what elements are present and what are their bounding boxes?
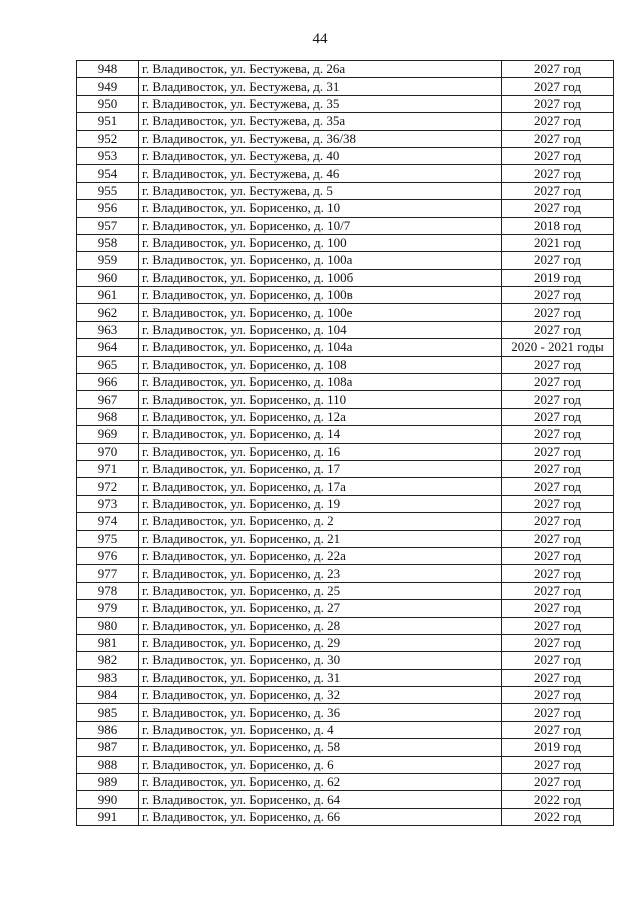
table-row [77, 78, 614, 95]
term-cell: 2027 год [502, 61, 614, 78]
term-cell: 2027 год [502, 130, 614, 147]
row-number-cell: 978 [77, 582, 139, 599]
row-number-cell: 966 [77, 374, 139, 391]
table-row [77, 669, 614, 686]
table-row [77, 652, 614, 669]
address-cell: г. Владивосток, ул. Бестужева, д. 35а [139, 113, 502, 130]
row-number-cell: 980 [77, 617, 139, 634]
table-row [77, 95, 614, 112]
table-row [77, 147, 614, 164]
table-row [77, 182, 614, 199]
row-number-cell: 961 [77, 287, 139, 304]
address-cell: г. Владивосток, ул. Борисенко, д. 21 [139, 530, 502, 547]
term-cell: 2022 год [502, 808, 614, 825]
row-number-cell: 969 [77, 426, 139, 443]
table-row [77, 547, 614, 564]
address-table [76, 60, 614, 826]
row-number-cell: 962 [77, 304, 139, 321]
row-number-cell: 948 [77, 61, 139, 78]
table-row [77, 391, 614, 408]
term-cell: 2027 год [502, 756, 614, 773]
table-row [77, 426, 614, 443]
table-row [77, 460, 614, 477]
row-number-cell: 989 [77, 774, 139, 791]
row-number-cell: 977 [77, 565, 139, 582]
table-row [77, 304, 614, 321]
term-cell: 2027 год [502, 408, 614, 425]
row-number-cell: 991 [77, 808, 139, 825]
table-row [77, 721, 614, 738]
table-row [77, 756, 614, 773]
address-cell: г. Владивосток, ул. Борисенко, д. 100 [139, 234, 502, 251]
address-cell: г. Владивосток, ул. Бестужева, д. 46 [139, 165, 502, 182]
table-row [77, 287, 614, 304]
table-row [77, 252, 614, 269]
row-number-cell: 949 [77, 78, 139, 95]
table-row [77, 617, 614, 634]
table-row [77, 791, 614, 808]
address-cell: г. Владивосток, ул. Борисенко, д. 36 [139, 704, 502, 721]
row-number-cell: 956 [77, 200, 139, 217]
term-cell: 2027 год [502, 600, 614, 617]
address-cell: г. Владивосток, ул. Борисенко, д. 2 [139, 513, 502, 530]
address-cell: г. Владивосток, ул. Борисенко, д. 23 [139, 565, 502, 582]
term-cell: 2027 год [502, 460, 614, 477]
address-cell: г. Владивосток, ул. Бестужева, д. 36/38 [139, 130, 502, 147]
address-cell: г. Владивосток, ул. Бестужева, д. 31 [139, 78, 502, 95]
row-number-cell: 982 [77, 652, 139, 669]
address-cell: г. Владивосток, ул. Борисенко, д. 31 [139, 669, 502, 686]
table-row [77, 321, 614, 338]
table-row [77, 130, 614, 147]
row-number-cell: 957 [77, 217, 139, 234]
row-number-cell: 968 [77, 408, 139, 425]
table-row [77, 739, 614, 756]
row-number-cell: 987 [77, 739, 139, 756]
term-cell: 2022 год [502, 791, 614, 808]
address-cell: г. Владивосток, ул. Борисенко, д. 58 [139, 739, 502, 756]
table-body [77, 61, 614, 826]
address-cell: г. Владивосток, ул. Борисенко, д. 6 [139, 756, 502, 773]
page-number: 44 [312, 31, 328, 47]
address-cell: г. Владивосток, ул. Бестужева, д. 40 [139, 147, 502, 164]
table-row [77, 61, 614, 78]
row-number-cell: 986 [77, 721, 139, 738]
term-cell: 2027 год [502, 113, 614, 130]
address-cell: г. Владивосток, ул. Борисенко, д. 14 [139, 426, 502, 443]
row-number-cell: 975 [77, 530, 139, 547]
table-row [77, 234, 614, 251]
row-number-cell: 972 [77, 478, 139, 495]
row-number-cell: 951 [77, 113, 139, 130]
term-cell: 2027 год [502, 78, 614, 95]
row-number-cell: 958 [77, 234, 139, 251]
table-row [77, 530, 614, 547]
row-number-cell: 952 [77, 130, 139, 147]
term-cell: 2027 год [502, 252, 614, 269]
term-cell: 2027 год [502, 495, 614, 512]
term-cell: 2027 год [502, 547, 614, 564]
term-cell: 2027 год [502, 182, 614, 199]
address-cell: г. Владивосток, ул. Борисенко, д. 66 [139, 808, 502, 825]
address-cell: г. Владивосток, ул. Борисенко, д. 22а [139, 547, 502, 564]
table-row [77, 582, 614, 599]
address-cell: г. Владивосток, ул. Борисенко, д. 27 [139, 600, 502, 617]
term-cell: 2027 год [502, 687, 614, 704]
row-number-cell: 955 [77, 182, 139, 199]
table-row [77, 600, 614, 617]
address-cell: г. Владивосток, ул. Борисенко, д. 29 [139, 634, 502, 651]
row-number-cell: 983 [77, 669, 139, 686]
row-number-cell: 959 [77, 252, 139, 269]
address-cell: г. Владивосток, ул. Борисенко, д. 17а [139, 478, 502, 495]
address-cell: г. Владивосток, ул. Борисенко, д. 110 [139, 391, 502, 408]
row-number-cell: 973 [77, 495, 139, 512]
table-row [77, 339, 614, 356]
address-cell: г. Владивосток, ул. Борисенко, д. 100а [139, 252, 502, 269]
address-cell: г. Владивосток, ул. Борисенко, д. 17 [139, 460, 502, 477]
address-cell: г. Владивосток, ул. Бестужева, д. 5 [139, 182, 502, 199]
term-cell: 2027 год [502, 374, 614, 391]
table-row [77, 513, 614, 530]
table-row [77, 113, 614, 130]
address-cell: г. Владивосток, ул. Борисенко, д. 104 [139, 321, 502, 338]
row-number-cell: 974 [77, 513, 139, 530]
term-cell: 2027 год [502, 443, 614, 460]
term-cell: 2027 год [502, 478, 614, 495]
address-cell: г. Владивосток, ул. Борисенко, д. 4 [139, 721, 502, 738]
address-cell: г. Владивосток, ул. Борисенко, д. 64 [139, 791, 502, 808]
term-cell: 2019 год [502, 739, 614, 756]
address-cell: г. Владивосток, ул. Борисенко, д. 19 [139, 495, 502, 512]
table-row [77, 200, 614, 217]
table-row [77, 269, 614, 286]
table-row [77, 443, 614, 460]
address-cell: г. Владивосток, ул. Борисенко, д. 10/7 [139, 217, 502, 234]
term-cell: 2027 год [502, 287, 614, 304]
row-number-cell: 964 [77, 339, 139, 356]
table-row [77, 478, 614, 495]
row-number-cell: 971 [77, 460, 139, 477]
term-cell: 2027 год [502, 652, 614, 669]
term-cell: 2027 год [502, 721, 614, 738]
address-cell: г. Владивосток, ул. Бестужева, д. 26а [139, 61, 502, 78]
row-number-cell: 976 [77, 547, 139, 564]
address-cell: г. Владивосток, ул. Борисенко, д. 32 [139, 687, 502, 704]
term-cell: 2027 год [502, 304, 614, 321]
table-row [77, 165, 614, 182]
term-cell: 2027 год [502, 321, 614, 338]
term-cell: 2027 год [502, 565, 614, 582]
term-cell: 2027 год [502, 704, 614, 721]
term-cell: 2027 год [502, 147, 614, 164]
address-cell: г. Владивосток, ул. Бестужева, д. 35 [139, 95, 502, 112]
table-row [77, 634, 614, 651]
address-cell: г. Владивосток, ул. Борисенко, д. 100б [139, 269, 502, 286]
term-cell: 2027 год [502, 582, 614, 599]
term-cell: 2027 год [502, 634, 614, 651]
table-row [77, 774, 614, 791]
address-cell: г. Владивосток, ул. Борисенко, д. 30 [139, 652, 502, 669]
address-cell: г. Владивосток, ул. Борисенко, д. 108 [139, 356, 502, 373]
address-cell: г. Владивосток, ул. Борисенко, д. 62 [139, 774, 502, 791]
row-number-cell: 984 [77, 687, 139, 704]
row-number-cell: 954 [77, 165, 139, 182]
term-cell: 2027 год [502, 200, 614, 217]
address-cell: г. Владивосток, ул. Борисенко, д. 28 [139, 617, 502, 634]
row-number-cell: 953 [77, 147, 139, 164]
address-cell: г. Владивосток, ул. Борисенко, д. 25 [139, 582, 502, 599]
table-row [77, 687, 614, 704]
table-row [77, 374, 614, 391]
term-cell: 2020 - 2021 годы [502, 339, 614, 356]
row-number-cell: 960 [77, 269, 139, 286]
term-cell: 2027 год [502, 530, 614, 547]
row-number-cell: 979 [77, 600, 139, 617]
row-number-cell: 967 [77, 391, 139, 408]
term-cell: 2027 год [502, 617, 614, 634]
address-cell: г. Владивосток, ул. Борисенко, д. 10 [139, 200, 502, 217]
row-number-cell: 965 [77, 356, 139, 373]
table-row [77, 356, 614, 373]
term-cell: 2027 год [502, 426, 614, 443]
term-cell: 2027 год [502, 95, 614, 112]
term-cell: 2019 год [502, 269, 614, 286]
row-number-cell: 963 [77, 321, 139, 338]
term-cell: 2018 год [502, 217, 614, 234]
term-cell: 2027 год [502, 669, 614, 686]
table-row [77, 808, 614, 825]
row-number-cell: 985 [77, 704, 139, 721]
row-number-cell: 981 [77, 634, 139, 651]
table-row [77, 408, 614, 425]
row-number-cell: 990 [77, 791, 139, 808]
address-cell: г. Владивосток, ул. Борисенко, д. 16 [139, 443, 502, 460]
row-number-cell: 950 [77, 95, 139, 112]
address-cell: г. Владивосток, ул. Борисенко, д. 100в [139, 287, 502, 304]
table-row [77, 217, 614, 234]
term-cell: 2027 год [502, 165, 614, 182]
table-row [77, 495, 614, 512]
term-cell: 2027 год [502, 391, 614, 408]
table-row [77, 565, 614, 582]
term-cell: 2027 год [502, 774, 614, 791]
term-cell: 2021 год [502, 234, 614, 251]
row-number-cell: 988 [77, 756, 139, 773]
row-number-cell: 970 [77, 443, 139, 460]
address-cell: г. Владивосток, ул. Борисенко, д. 104а [139, 339, 502, 356]
term-cell: 2027 год [502, 513, 614, 530]
address-cell: г. Владивосток, ул. Борисенко, д. 108а [139, 374, 502, 391]
table-row [77, 704, 614, 721]
term-cell: 2027 год [502, 356, 614, 373]
address-cell: г. Владивосток, ул. Борисенко, д. 100е [139, 304, 502, 321]
address-cell: г. Владивосток, ул. Борисенко, д. 12а [139, 408, 502, 425]
